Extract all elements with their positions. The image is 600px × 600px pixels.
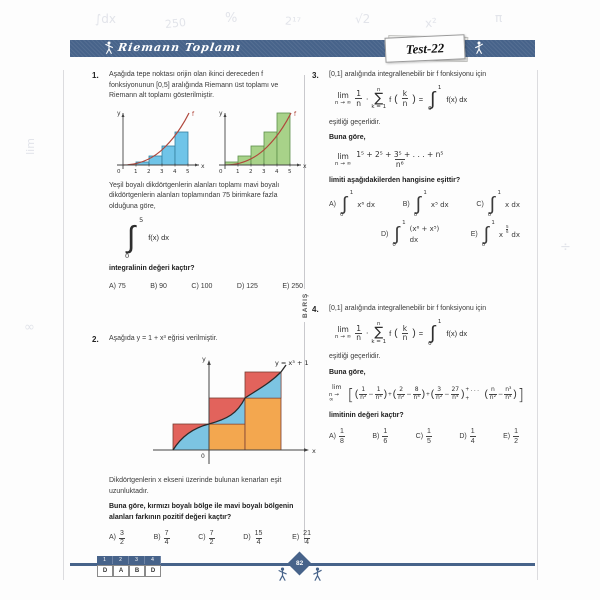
page-number: 82	[295, 559, 304, 567]
x-axis-label: x	[303, 162, 307, 170]
tick-label: 1	[134, 168, 138, 175]
answer-key-letter: A	[113, 565, 129, 577]
question-text: Dikdörtgenlerin x ekseni üzerinde bulunan kenarları eşit uzunluktadır.	[109, 477, 282, 495]
riemann-limit-formula	[335, 84, 524, 113]
lim-subscript: n → ∞	[329, 391, 339, 404]
fraction-numerator: 1	[470, 428, 475, 436]
sigma-upper: n	[377, 320, 381, 327]
function-f: f	[389, 94, 392, 104]
fraction-numerator: 1	[356, 323, 361, 333]
y-axis-label: y	[117, 109, 121, 117]
answer-options	[329, 428, 524, 445]
lim-subscript: n → ∞	[335, 160, 352, 167]
power-sum-limit	[335, 151, 524, 169]
option-e	[292, 530, 313, 547]
option-a	[329, 428, 346, 445]
page-edge-left	[63, 70, 64, 580]
lim-subscript: n → ∞	[335, 334, 352, 341]
integrand: x⁵ dx	[430, 200, 449, 209]
fraction-denominator: 4	[305, 539, 310, 547]
upper-sum-graph	[211, 107, 307, 175]
integrand: f(x) dx	[446, 328, 468, 338]
fraction-numerator: 1⁵ + 2⁵ + 3⁵ + . . . + n⁵	[356, 149, 444, 159]
option-a	[329, 190, 375, 218]
option-label: E)	[503, 432, 511, 440]
integral-sign: ∫ 1 0	[392, 220, 406, 248]
question-text: Buna göre,	[329, 368, 366, 376]
option-b	[154, 530, 171, 547]
integral-lower-limit: 0	[413, 211, 418, 218]
integral-sign: ∫ 1 0	[340, 190, 354, 218]
curve-rectangles-graph	[147, 354, 317, 466]
left-bracket: [	[347, 384, 354, 404]
fraction-denominator: 4	[470, 437, 475, 445]
fraction-denominator: 8	[340, 437, 344, 445]
integral-upper-limit: 1	[437, 84, 442, 91]
background-doodle: ∫dx	[95, 12, 116, 26]
minus-sign: −	[368, 390, 374, 398]
integral-upper-limit: 1	[402, 220, 406, 227]
fraction-numerator: k	[402, 89, 408, 99]
fraction-numerator: 21	[303, 530, 311, 537]
option-b	[372, 428, 389, 445]
option-b: B) 90	[150, 282, 167, 290]
option-label: E)	[292, 534, 300, 542]
person-icon	[312, 567, 323, 587]
background-doodle: ∞	[24, 320, 35, 335]
question-text: Aşağıda y = 1 + x³ eğrisi verilmiştir.	[109, 335, 218, 342]
right-paren: )	[421, 389, 426, 401]
tick-label: 4	[173, 168, 177, 175]
fraction-numerator: 15	[254, 530, 263, 537]
orange-region	[209, 424, 245, 450]
option-label: C)	[198, 534, 206, 542]
tick-label: 3	[262, 168, 266, 175]
fraction-numerator: n	[490, 386, 495, 394]
curve-label-f: f	[294, 110, 297, 118]
fraction-denominator: 2	[120, 539, 124, 547]
lim: lim	[337, 90, 349, 100]
fraction-denominator: n⁶	[395, 159, 404, 169]
left-paren: (	[430, 389, 435, 401]
background-doodle: lim	[23, 138, 37, 155]
equals-sign: =	[418, 328, 424, 338]
tick-label: 2	[147, 168, 151, 175]
ellipsis: + . . . +	[465, 386, 479, 402]
integral-sign: ∫ 1 0	[413, 190, 427, 218]
question-text: Yeşil boyalı dikdörtgenlerin alanları toplamı mavi boyalı dikdörtgenlerin alanları toplamından 75 birimkare fazla olduğuna göre,	[109, 181, 280, 210]
dot-operator: ·	[365, 94, 369, 104]
curve-label-f: f	[192, 110, 195, 118]
answer-key-letter: D	[97, 565, 113, 577]
y-axis-label: y	[219, 109, 223, 117]
question-text: [0,1] aralığında integrallenebilir bir f fonksiyonu için	[329, 305, 487, 313]
right-paren: )	[383, 389, 388, 401]
fraction-numerator: 1	[514, 428, 518, 436]
lim: lim	[332, 384, 342, 392]
fraction-numerator: 1	[340, 428, 344, 436]
fraction-numerator: 27	[451, 386, 460, 394]
integral-lower-limit: 0	[428, 340, 432, 347]
orange-region	[245, 398, 281, 450]
fraction-numerator: 7	[209, 530, 214, 537]
lim: lim	[337, 151, 349, 161]
origin-label: 0	[117, 168, 121, 175]
question-text: [0,1] aralığında integrallenebilir bir f fonksiyonu için	[329, 71, 487, 78]
tick-label: 5	[186, 168, 190, 175]
fraction-denominator: n	[402, 333, 408, 343]
sigma-icon: ∑	[374, 325, 384, 341]
fraction-numerator: 2	[399, 386, 404, 394]
fraction-denominator: n²	[360, 394, 367, 402]
fraction-numerator: 1	[361, 386, 366, 394]
option-e: E) 250	[282, 282, 303, 290]
tick-label: 5	[288, 168, 292, 175]
fraction-numerator: 3	[120, 530, 124, 537]
integrand: (x⁶ + x⁵) dx	[409, 225, 440, 244]
option-label: E)	[470, 230, 478, 238]
upper-sum-bars	[225, 113, 290, 165]
exponent-denominator: 6	[506, 229, 509, 235]
answer-options	[109, 282, 307, 293]
question-2	[92, 334, 316, 547]
answer-key-number: 4	[145, 556, 161, 564]
answer-key-numbers	[97, 556, 161, 564]
tick-label: 2	[249, 168, 253, 175]
question-text: Aşağıda tepe noktası orijin olan ikinci dereceden f fonksiyonunun [0,5] aralığında Riemann üst toplamı ve Riemann alt toplamı gösterilmiştir.	[109, 71, 279, 99]
x-axis-label: x	[201, 162, 205, 170]
lim: lim	[337, 325, 349, 335]
person-icon	[277, 567, 288, 587]
exponent-numerator: 5	[506, 223, 509, 229]
question-number: 4.	[312, 305, 319, 315]
dot-operator: ·	[365, 328, 369, 338]
origin-label: 0	[219, 168, 223, 175]
option-d	[459, 428, 476, 445]
option-d: D) 125	[236, 282, 258, 290]
page-edge-right	[537, 70, 538, 580]
left-paren: (	[394, 93, 398, 105]
option-a	[109, 530, 126, 547]
integral-lower-limit: 0	[428, 106, 432, 113]
question-3	[312, 70, 524, 246]
integral-sign: ∫ 1 0	[487, 190, 502, 218]
fraction-denominator: 6	[383, 437, 388, 445]
fraction-denominator: 4	[256, 539, 261, 547]
option-label: B)	[372, 432, 380, 440]
fraction-numerator: 1	[376, 386, 381, 394]
page-number-badge	[287, 551, 311, 575]
answer-options	[109, 530, 317, 547]
y-axis-label: y	[202, 354, 206, 363]
fraction-numerator: 7	[164, 530, 169, 537]
integral-upper-limit: 1	[437, 319, 442, 326]
integrand: f(x) dx	[148, 233, 170, 243]
background-doodle: %	[225, 11, 238, 26]
option-label: C)	[476, 200, 484, 208]
integral-sign: ∫ 5 0	[125, 216, 144, 260]
option-d	[243, 530, 264, 547]
right-paren: )	[513, 389, 517, 401]
publisher-mark: BARIŞ	[299, 289, 312, 322]
integrand: x dx	[505, 200, 520, 209]
integral-lower-limit: 0	[392, 241, 396, 248]
test-number-box	[384, 34, 465, 62]
left-paren: (	[484, 389, 488, 401]
background-doodle: √2	[355, 12, 371, 26]
left-paren: (	[392, 389, 397, 401]
integrand: f(x) dx	[446, 94, 468, 104]
option-b	[402, 190, 449, 218]
background-doodle: x²	[424, 15, 438, 31]
lim-subscript: n → ∞	[335, 99, 352, 106]
left-paren: (	[354, 389, 359, 401]
option-label: B)	[153, 534, 161, 542]
option-c	[198, 530, 215, 547]
integral-sign: ∫ 1 0	[428, 319, 442, 347]
integral-sign: ∫ 1 0	[481, 220, 495, 248]
background-doodle: 250	[164, 15, 187, 32]
fraction-denominator: n⁴	[413, 394, 420, 402]
function-f: f	[389, 328, 392, 338]
minus-sign: −	[498, 390, 504, 398]
tick-label: 3	[160, 168, 164, 175]
header-bar	[70, 40, 535, 57]
sigma-lower: k = 1	[371, 104, 387, 111]
option-label: C)	[415, 432, 424, 440]
sigma-upper: n	[377, 86, 381, 93]
page-title: Riemann Toplamı	[117, 41, 242, 54]
person-icon	[104, 41, 114, 60]
question-prompt: integralinin değeri kaçtır?	[109, 265, 195, 272]
fraction-denominator: n²	[489, 394, 496, 402]
fraction-denominator: 2	[209, 539, 214, 547]
question-prompt: Buna göre, kırmızı boyalı bölge ile mavi boyalı bölgenin alanları farkının pozitif değeri kaçtır?	[109, 503, 294, 521]
fraction-denominator: n²	[436, 394, 443, 402]
question-text: eşitliği geçerlidir.	[329, 118, 381, 126]
origin-label: 0	[201, 452, 205, 460]
minus-sign: −	[406, 390, 412, 398]
background-doodle: π	[495, 11, 503, 25]
question-prompt: limitinin değeri kaçtır?	[329, 411, 404, 419]
person-icon	[474, 41, 484, 60]
tick-label: 1	[236, 168, 240, 175]
fraction-denominator: n⁴	[375, 394, 382, 402]
integral-upper-limit: 1	[497, 190, 502, 197]
integral-upper-limit: 1	[491, 220, 495, 227]
option-a: A) 75	[109, 282, 126, 290]
option-d	[381, 220, 445, 248]
option-label: A)	[329, 432, 336, 440]
minus-sign: −	[444, 390, 450, 398]
riemann-limit-formula	[335, 319, 524, 347]
question-number: 2.	[92, 335, 99, 344]
right-column	[312, 70, 524, 445]
answer-options-row-2	[381, 220, 524, 248]
integral-lower-limit: 0	[487, 211, 492, 218]
option-e	[470, 220, 520, 248]
left-paren: (	[394, 328, 398, 340]
fraction-denominator: n	[356, 98, 361, 108]
fraction-denominator: n	[356, 333, 361, 343]
integral-lower-limit: 0	[481, 241, 486, 248]
answer-key-letter: B	[129, 565, 145, 577]
option-label: A)	[329, 200, 336, 208]
plus-sign: +	[426, 390, 430, 398]
question-1	[92, 70, 307, 292]
fraction-numerator: n³	[505, 386, 512, 394]
fraction-denominator: 2	[514, 437, 518, 445]
lower-sum-graph	[109, 107, 205, 175]
option-label: D)	[459, 432, 467, 440]
question-text: eşitliği geçerlidir.	[329, 353, 381, 361]
option-c	[416, 428, 433, 445]
integral-upper-limit: 5	[139, 216, 144, 224]
option-e	[503, 428, 520, 445]
answer-key-number: 2	[113, 556, 129, 564]
fraction-numerator: k	[402, 323, 408, 333]
right-paren: )	[412, 93, 416, 105]
integral-lower-limit: 0	[340, 211, 344, 218]
answer-key-number: 1	[97, 556, 113, 564]
option-c: C) 100	[191, 282, 213, 290]
fraction-numerator: 1	[356, 89, 361, 99]
integral-upper-limit: 1	[423, 190, 427, 197]
exponent-fraction	[506, 225, 508, 235]
integrand-base: x	[498, 230, 504, 239]
fraction-numerator: 8	[414, 386, 419, 394]
series-limit-formula	[329, 385, 524, 404]
background-doodle: 2¹⁷	[284, 14, 302, 29]
fraction-denominator: n⁴	[505, 394, 512, 402]
answer-key-number: 3	[129, 556, 145, 564]
sigma-lower: k = 1	[371, 338, 387, 345]
right-bracket: ]	[517, 384, 524, 404]
integral-sign: ∫ 1 0	[428, 84, 442, 113]
question-prompt: limiti aşağıdakilerden hangisine eşittir?	[329, 176, 461, 184]
fraction-denominator: n	[402, 98, 408, 108]
fraction-denominator: n²	[398, 394, 405, 402]
right-paren: )	[461, 389, 465, 401]
answer-options-row-1	[329, 190, 524, 218]
option-label: A)	[109, 534, 116, 542]
background-doodle: ÷	[560, 240, 571, 255]
fraction-numerator: 1	[383, 428, 388, 436]
option-label: B)	[402, 200, 410, 208]
answer-key-letter: D	[145, 565, 161, 577]
plus-sign: +	[388, 390, 392, 398]
riemann-sum-graphs	[109, 107, 307, 175]
option-label: D)	[381, 230, 389, 238]
curve-label: y = x³ + 1	[275, 358, 309, 367]
test-number: Test-22	[405, 39, 445, 57]
fraction-numerator: 1	[427, 428, 431, 436]
integrand: x⁶ dx	[357, 200, 375, 209]
integral-lower-limit: 0	[125, 251, 130, 260]
question-4	[312, 304, 524, 445]
question-number: 3.	[312, 71, 319, 80]
sigma-icon: ∑	[374, 91, 384, 106]
x-axis-label: x	[312, 446, 316, 455]
lower-sum-bars	[136, 132, 188, 165]
fraction-denominator: 4	[164, 539, 169, 547]
equals-sign: =	[418, 94, 424, 104]
integral-upper-limit: 1	[349, 190, 354, 197]
integrand-dx: dx	[511, 230, 520, 239]
question-text: Buna göre,	[329, 134, 366, 142]
question-number: 1.	[92, 71, 99, 80]
fraction-denominator: 5	[427, 437, 431, 445]
option-c	[476, 190, 520, 218]
fraction-denominator: n⁴	[452, 394, 459, 402]
answer-key-letters	[97, 565, 161, 577]
right-paren: )	[412, 328, 416, 340]
integral-expression	[115, 216, 307, 260]
option-label: D)	[243, 534, 251, 542]
fraction-numerator: 3	[437, 386, 442, 394]
tick-label: 4	[275, 168, 279, 175]
